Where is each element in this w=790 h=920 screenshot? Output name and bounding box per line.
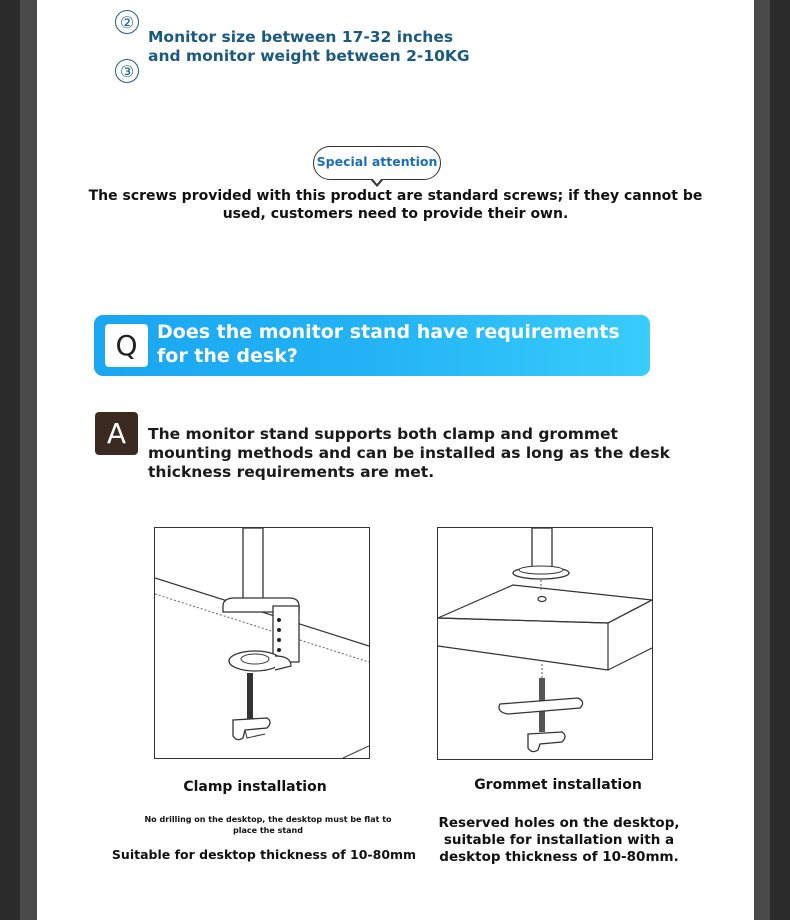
q-badge: Q [105,324,148,367]
question-text: Does the monitor stand have requirements for the desk? [157,321,620,367]
question-banner [94,315,650,376]
number-2-badge: ② [115,10,139,34]
left-gray-margin [20,0,37,920]
screws-notice: The screws provided with this product are standard screws; if they cannot be used, customers need to provide their own. [88,188,703,222]
clamp-diagram-icon [155,528,369,758]
bubble-tail-inner [372,178,382,184]
special-attention-label: Special attention [316,154,438,169]
product-detail-page [37,0,754,920]
answer-text: The monitor stand supports both clamp and grommet mounting methods and can be installed as long as the desk thickness requirements are met. [148,425,670,481]
left-dark-margin [0,0,20,920]
monitor-spec-text: Monitor size between 17-32 inches and monitor weight between 2-10KG [148,28,470,65]
clamp-thickness-text: Suitable for desktop thickness of 10-80mm [111,847,417,862]
number-3-badge: ③ [115,59,139,83]
clamp-installation-note: No drilling on the desktop, the desktop must be flat to place the stand [144,815,392,835]
grommet-installation-title: Grommet installation [474,777,642,793]
right-gray-margin [754,0,770,920]
a-badge: A [95,412,138,455]
clamp-installation-title: Clamp installation [183,779,327,795]
right-dark-margin [770,0,790,920]
clamp-installation-illustration [154,527,370,759]
grommet-diagram-icon [438,528,652,759]
special-attention-bubble [313,146,441,180]
grommet-installation-desc: Reserved holes on the desktop, suitable for installation with a desktop thickness of 10-80mm. [438,815,680,865]
grommet-installation-illustration [437,527,653,760]
